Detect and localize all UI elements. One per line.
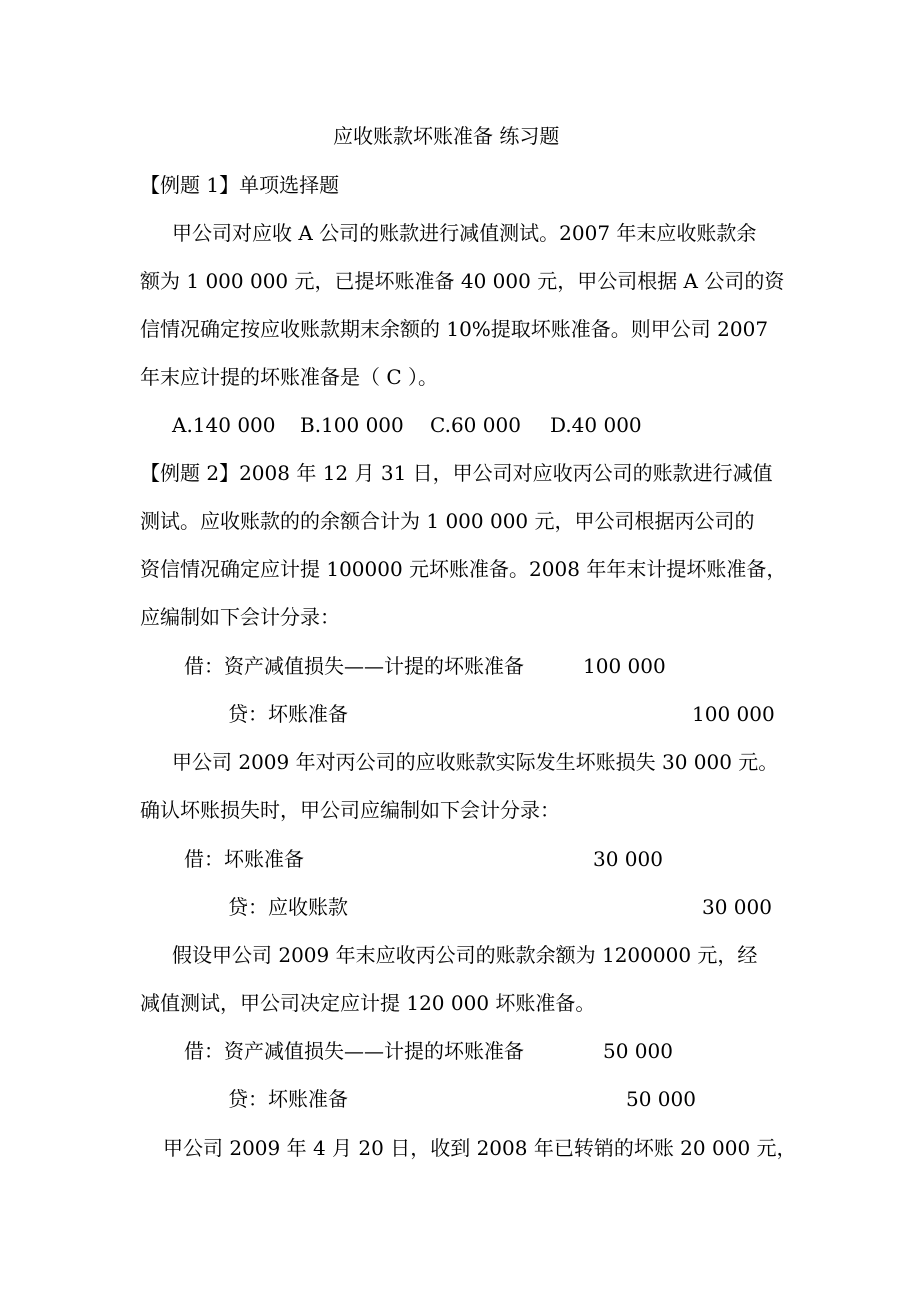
- paragraph-line: 减值测试，甲公司决定应计提 120 000 坏账准备。: [140, 991, 596, 1015]
- journal-debit-amount: 100 000: [583, 654, 666, 678]
- journal-debit-amount: 50 000: [603, 1039, 673, 1063]
- paragraph-line: 测试。应收账款的的余额合计为 1 000 000 元，甲公司根据丙公司的: [140, 509, 755, 533]
- page-title: 应收账款坏账准备 练习题: [333, 124, 560, 148]
- paragraph-line: 年末应计提的坏账准备是（ C ）。: [140, 365, 439, 389]
- example-1-heading: 【例题 1】单项选择题: [140, 173, 340, 197]
- journal-debit: 借：坏账准备: [184, 847, 304, 871]
- journal-debit-amount: 30 000: [593, 847, 663, 871]
- option-b: B.100 000: [300, 413, 404, 437]
- journal-credit: 贷：坏账准备: [228, 1087, 348, 1111]
- option-a: A.140 000: [172, 413, 276, 437]
- journal-debit: 借：资产减值损失——计提的坏账准备: [184, 654, 524, 678]
- option-c: C.60 000: [430, 413, 521, 437]
- journal-credit-amount: 50 000: [626, 1087, 696, 1111]
- journal-credit: 贷：应收账款: [228, 895, 348, 919]
- paragraph-line: 【例题 2】2008 年 12 月 31 日，甲公司对应收丙公司的账款进行减值: [140, 461, 773, 485]
- paragraph-line: 甲公司 2009 年对丙公司的应收账款实际发生坏账损失 30 000 元。: [172, 750, 779, 774]
- journal-credit-amount: 100 000: [692, 702, 775, 726]
- paragraph-line: 确认坏账损失时，甲公司应编制如下会计分录：: [140, 798, 560, 822]
- journal-credit: 贷：坏账准备: [228, 702, 348, 726]
- paragraph-line: 应编制如下会计分录：: [140, 605, 340, 629]
- paragraph-line: 信情况确定按应收账款期末余额的 10%提取坏账准备。则甲公司 2007: [140, 317, 769, 341]
- paragraph-line: 甲公司对应收 A 公司的账款进行减值测试。2007 年末应收账款余: [172, 221, 757, 245]
- paragraph-line: 甲公司 2009 年 4 月 20 日，收到 2008 年已转销的坏账 20 000 元，: [163, 1136, 797, 1160]
- paragraph-line: 假设甲公司 2009 年末应收丙公司的账款余额为 1200000 元，经: [172, 943, 758, 967]
- paragraph-line: 资信情况确定应计提 100000 元坏账准备。2008 年年末计提坏账准备，: [140, 557, 787, 581]
- journal-debit: 借：资产减值损失——计提的坏账准备: [184, 1039, 524, 1063]
- paragraph-line: 额为 1 000 000 元，已提坏账准备 40 000 元，甲公司根据 A 公司的资: [140, 269, 785, 293]
- option-d: D.40 000: [550, 413, 642, 437]
- journal-credit-amount: 30 000: [702, 895, 772, 919]
